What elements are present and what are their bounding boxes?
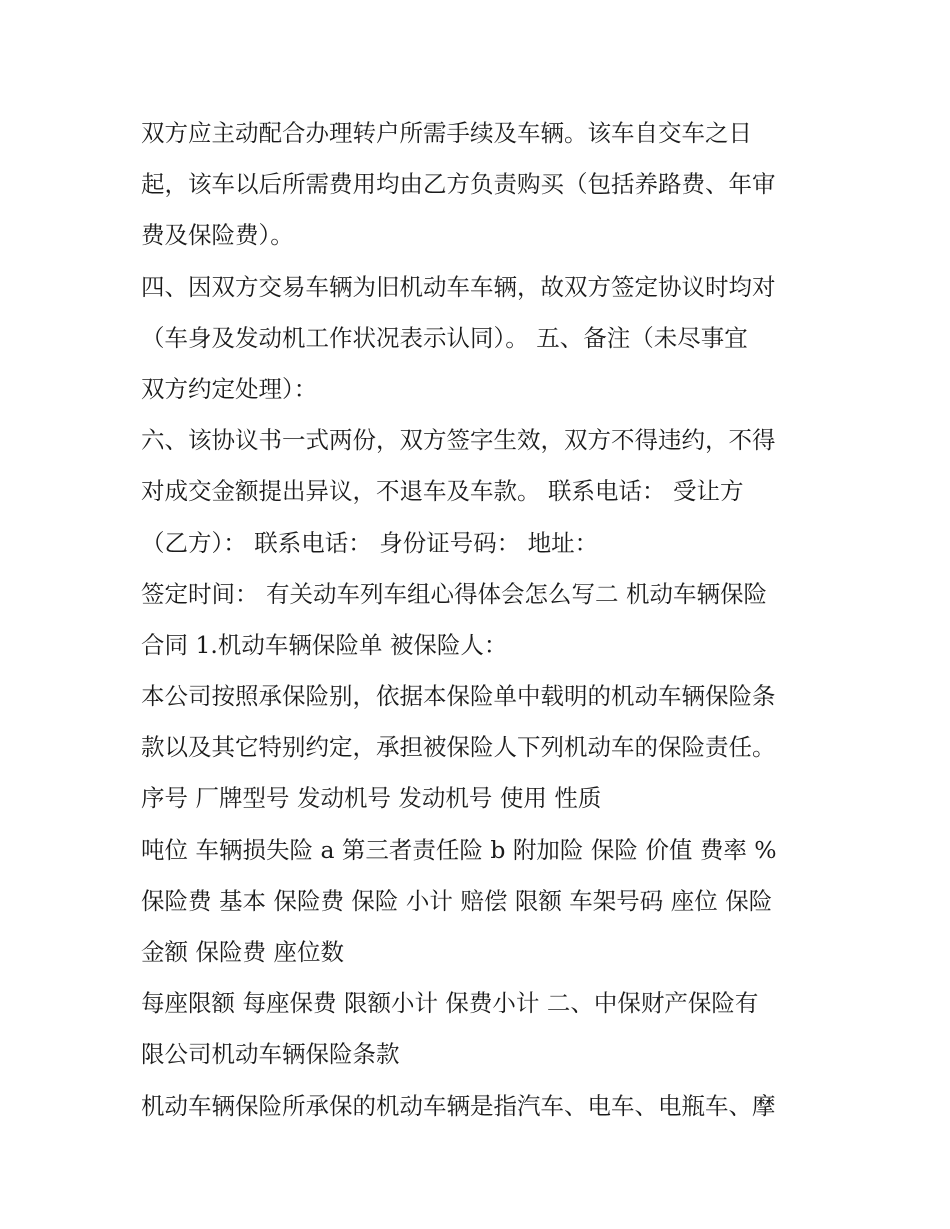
document-body [141,108,831,1132]
text-line: 四、因双方交易车辆为旧机动车车辆，故双方签定协议时均对 [141,272,776,301]
text-line: 吨位 车辆损失险 a 第三者责任险 b 附加险 保险 价值 费率 % [141,835,777,864]
text-line: （车身及发动机工作状况表示认同）。 五、备注（未尽事宜 [141,323,748,352]
text-line: 双方应主动配合办理转户所需手续及车辆。该车自交车之日 [141,119,752,147]
text-line: 金额 保险费 座位数 [141,938,344,966]
text-line: 序号 厂牌型号 发动机号 发动机号 使用 性质 [141,784,602,813]
text-line: 本公司按照承保险别，依据本保险单中载明的机动车辆保险条 [141,682,776,711]
text-line: 费及保险费）。 [141,221,294,250]
text-line: 保险费 基本 保险费 保险 小计 赔偿 限额 车架号码 座位 保险 [141,886,773,915]
text-line: 机动车辆保险所承保的机动车辆是指汽车、电车、电瓶车、摩 [141,1091,776,1120]
text-line: 六、该协议书一式两份，双方签字生效，双方不得违约，不得 [141,426,776,455]
text-line: 款以及其它特别约定，承担被保险人下列机动车的保险责任。 [141,733,776,762]
text-line: 对成交金额提出异议，不退车及车款。 联系电话： 受让方 [141,477,744,506]
text-line: 限公司机动车辆保险条款 [141,1040,400,1069]
text-line: 签定时间： 有关动车列车组心得体会怎么写二 机动车辆保险 [141,579,767,608]
text-line: 每座限额 每座保费 限额小计 保费小计 二、中保财产保险有 [141,989,759,1018]
text-line: 合同 1.机动车辆保险单 被保险人： [141,630,508,659]
text-line: 起，该车以后所需费用均由乙方负责购买（包括养路费、年审 [141,170,776,199]
text-line: （乙方）： 联系电话： 身份证号码： 地址： [141,528,599,557]
text-line: 双方约定处理）： [141,374,318,403]
